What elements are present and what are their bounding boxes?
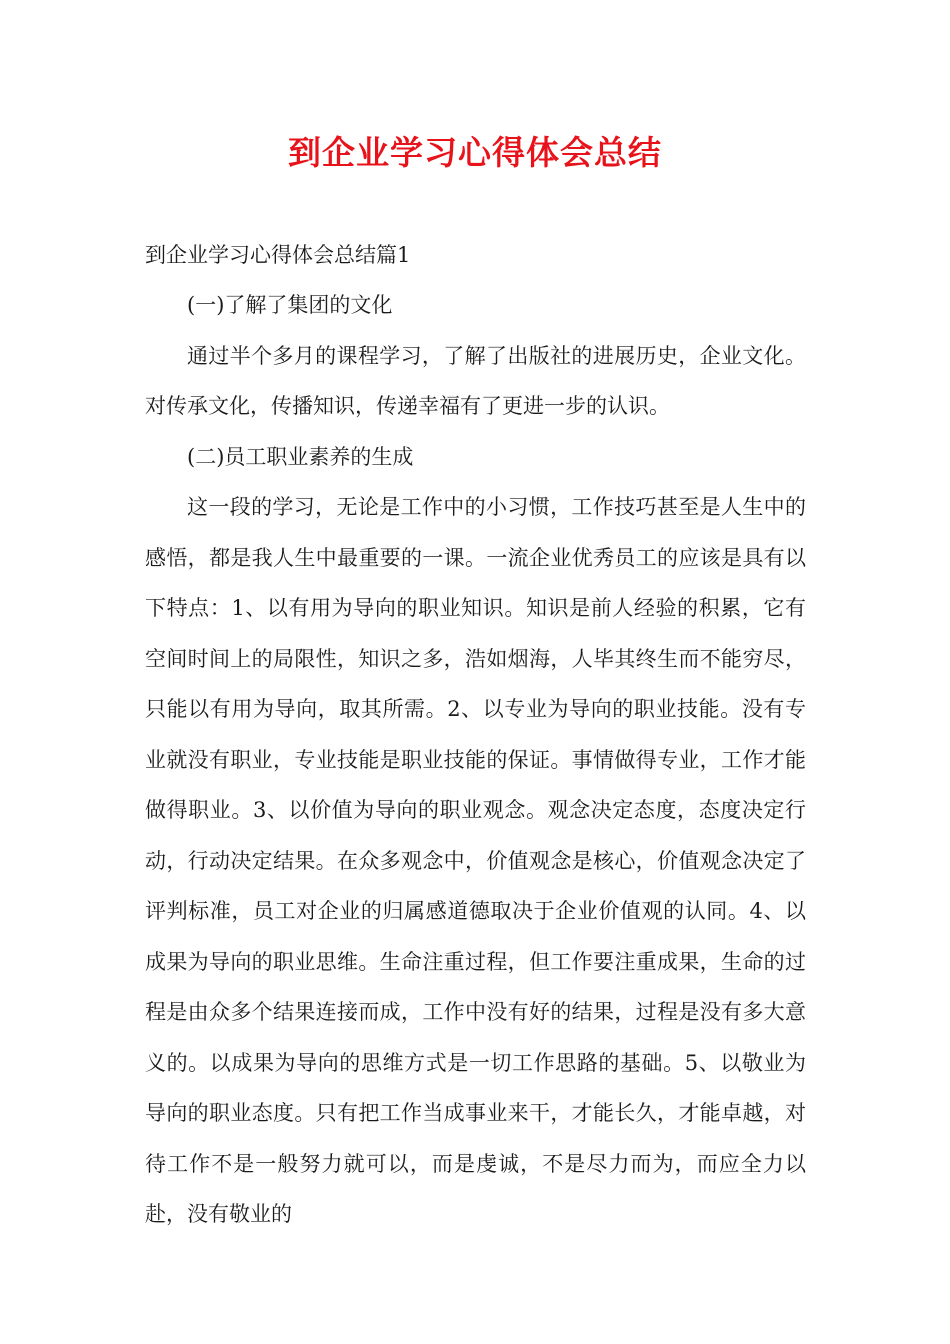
document-body	[145, 280, 806, 1240]
subheading-culture: (一)了解了集团的文化	[187, 293, 393, 317]
paragraph-culture: 通过半个多月的课程学习，了解了出版社的进展历史，企业文化。对传承文化，传播知识，传递幸福有了更进一步的认识。	[145, 343, 806, 418]
document-title: 到企业学习心得体会总结	[288, 133, 662, 172]
section-heading: 到企业学习心得体会总结篇1	[145, 243, 411, 267]
subheading-professionalism: (二)员工职业素养的生成	[187, 444, 414, 469]
paragraph-professionalism: 这一段的学习，无论是工作中的小习惯，工作技巧甚至是人生中的感悟，都是我人生中最重要的一课。一流企业优秀员工的应该是具有以下特点：1、以有用为导向的职业知识。知识是前人经验的积累，它有空间时间上的局限性，知识之多，浩如烟海，人毕其终生而不能穷尽，只能以有用为导向，取其所需。2、以专业为导向的职业技能。没有专业就没有职业，专业技能是职业技能的保证。事情做得专业，工作才能做得职业。3、以价值为导向的职业观念。观念决定态度，态度决定行动，行动决定结果。在众多观念中，价值观念是核心，价值观念决定了评判标准，员工对企业的归属感道德取决于企业价值观的认同。4、以成果为导向的职业思维。生命注重过程，但工作要注重成果，生命的过程是由众多个结果连接而成，工作中没有好的结果，过程是没有多大意义的。以成果为导向的思维方式是一切工作思路的基础。5、以敬业为导向的职业态度。只有把工作当成事业来干，才能长久，才能卓越，对待工作不是一般努力就可以，而是虔诚，不是尽力而为，而应全力以赴，没有敬业的	[145, 495, 806, 1226]
